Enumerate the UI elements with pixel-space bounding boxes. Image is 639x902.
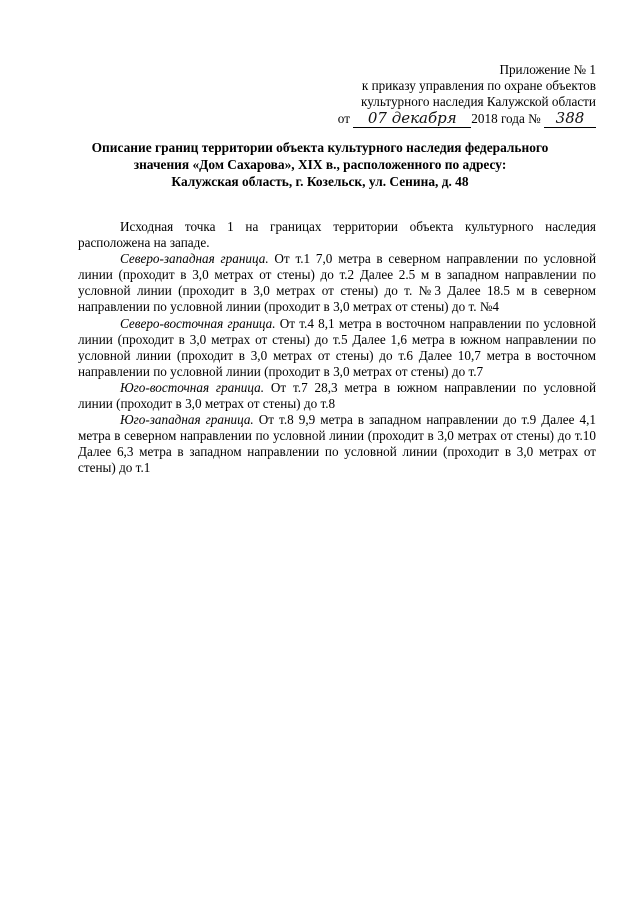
paragraph-southeast: Юго-восточная граница. От т.7 28,3 метра в южном направлении по условной линии (проходит в 3,0 метрах от стены) до т.8 [78, 379, 597, 412]
title-line-3: Калужская область, г. Козельск, ул. Сенина, д. 48 [171, 174, 469, 189]
date-prefix: от [337, 111, 350, 126]
paragraph-northeast: Северо-восточная граница. От т.4 8,1 метра в восточном направлении по условной линии (проходит в 3,0 метрах от стены) до т.5 Далее 1,6 метра в южном направлении по условной линии (проходит в 3,0 метрах от стены) до т.6 Далее 10,7 метра в восточном направлении по условной линии (проходит в 3,0 метрах от стены) до т.7 [78, 315, 596, 379]
document-title [60, 139, 580, 190]
order-date-line [338, 110, 596, 128]
northeast-label: Северо-восточная граница. [120, 315, 276, 331]
authority-name: культурного наследия Калужской области [361, 94, 596, 109]
northwest-label: Северо-западная граница. [120, 251, 269, 267]
boundary-description [78, 219, 596, 477]
paragraph-start-point: Исходная точка 1 на границах территории объекта культурного наследия расположена на западе. [78, 219, 596, 251]
date-year: 2018 года № [471, 111, 541, 126]
title-line-1: Описание границ территории объекта культурного наследия федерального [91, 140, 549, 155]
paragraph-northwest: Северо-западная граница. От т.1 7,0 метра в северном направлении по условной линии (проходит в 3,0 метрах от стены) до т.2 Далее 2.5 м в западном направлении по условной линии (проходит в 3,0 метрах от стены) до т. №3 Далее 18.5 м в северном направлении по условной линии (проходит в 3,0 метрах от стены) до т. №4 [78, 251, 597, 315]
order-reference: к приказу управления по охране объектов [361, 78, 596, 93]
title-line-2: значения «Дом Сахарова», XIX в., расположенного по адресу: [133, 157, 507, 172]
paragraph-southwest: Юго-западная граница. От т.8 9,9 метра в западном направлении до т.9 Далее 4,1 метра в северном направлении по условной линии (проходит в 3,0 метрах от стены) до т.10 Далее 6,3 метра в западном направлении по условной линии (проходит в 3,0 метрах от стены) до т.1 [78, 412, 596, 476]
appendix-label: Приложение № 1 [499, 62, 596, 77]
southeast-label: Юго-восточная граница. [120, 379, 265, 395]
southwest-label: Юго-западная граница. [120, 412, 254, 428]
handwritten-date: 07 декабря [353, 110, 471, 128]
handwritten-number: 388 [544, 110, 596, 128]
